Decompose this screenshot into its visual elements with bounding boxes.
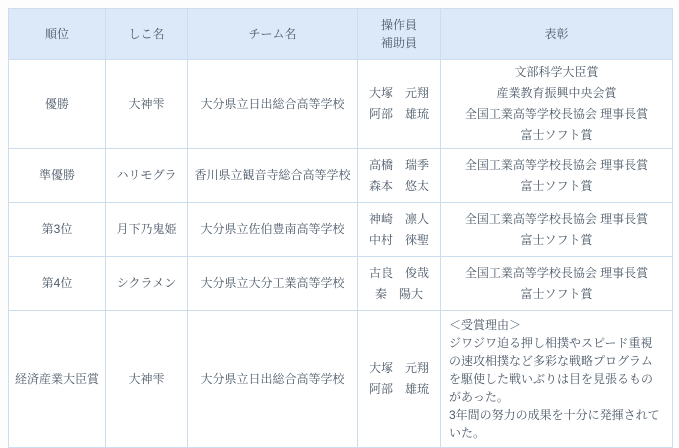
award-line: 3年間の努力の成果を十分に発揮されていた。	[449, 408, 660, 440]
operator-name: 神崎 凛人	[368, 211, 429, 226]
operators-cell	[358, 60, 441, 149]
operator-name: 大塚 元翔	[368, 86, 429, 100]
team-name-cell: 香川県立観音寺総合高等学校	[188, 149, 358, 203]
award-line: 富士ソフト賞	[520, 232, 593, 247]
operators-cell	[358, 203, 441, 257]
award-line: 富士ソフト賞	[520, 128, 593, 142]
shiko-name-cell: 月下乃鬼姫	[106, 203, 188, 257]
awards-cell	[441, 203, 673, 257]
results-table-header	[9, 9, 673, 60]
shiko-name-cell: ハリモグラ	[106, 149, 188, 203]
award-line: 全国工業高等学校長協会 理事長賞	[464, 157, 649, 172]
header-label-rank: 順位	[44, 27, 69, 41]
operator-name: 秦 陽大	[374, 286, 423, 301]
operators-cell	[358, 311, 441, 448]
table-row	[9, 149, 673, 203]
header-label-assistant: 補助員	[380, 36, 417, 50]
table-row	[9, 257, 673, 311]
header-cell-team-name	[188, 9, 358, 60]
header-row	[9, 9, 673, 60]
operator-name: 阿部 雄琉	[368, 107, 429, 121]
header-label-shiko-name: しこ名	[128, 27, 165, 41]
shiko-name-cell: 大神雫	[106, 60, 188, 149]
results-table-container	[8, 8, 673, 448]
operator-name: 古良 俊哉	[368, 265, 429, 280]
results-table-body	[9, 60, 673, 448]
award-line: ＜受賞理由＞	[449, 318, 522, 332]
team-name-cell: 大分県立日出総合高等学校	[188, 60, 358, 149]
operator-name: 阿部 雄琉	[368, 382, 429, 396]
awards-cell	[441, 60, 673, 149]
awards-cell	[441, 257, 673, 311]
rank-cell: 第3位	[9, 203, 106, 257]
shiko-name-cell: シクラメン	[106, 257, 188, 311]
table-row	[9, 311, 673, 448]
awards-cell	[441, 311, 673, 448]
award-line: 全国工業高等学校長協会 理事長賞	[464, 265, 649, 280]
operator-name: 高橋 瑞季	[368, 157, 429, 172]
rank-cell: 経済産業大臣賞	[9, 311, 106, 448]
team-name-cell: 大分県立日出総合高等学校	[188, 311, 358, 448]
operator-name: 中村 徠聖	[368, 232, 429, 247]
header-cell-operators	[358, 9, 441, 60]
team-name-cell: 大分県立大分工業高等学校	[188, 257, 358, 311]
table-row	[9, 203, 673, 257]
rank-cell: 準優勝	[9, 149, 106, 203]
operator-name: 森本 悠太	[368, 178, 429, 193]
header-label-team-name: チーム名	[248, 27, 297, 41]
header-label-operator: 操作員	[380, 18, 417, 32]
award-line: ジワジワ迫る押し相撲やスピード重視の速攻相撲など多彩な戦略プログラムを駆使した戦いぶりは目を見張るものがあった。	[449, 336, 654, 404]
shiko-name-cell: 大神雫	[106, 311, 188, 448]
award-line: 富士ソフト賞	[520, 286, 593, 301]
awards-cell	[441, 149, 673, 203]
award-line: 文部科学大臣賞	[514, 65, 599, 79]
header-cell-rank	[9, 9, 106, 60]
award-line: 全国工業高等学校長協会 理事長賞	[464, 107, 649, 121]
award-line: 富士ソフト賞	[520, 178, 593, 193]
results-table	[8, 8, 673, 448]
rank-cell: 優勝	[9, 60, 106, 149]
operators-cell	[358, 257, 441, 311]
header-cell-awards	[441, 9, 673, 60]
award-line: 産業教育振興中央会賞	[496, 86, 617, 100]
operator-name: 大塚 元翔	[368, 361, 429, 375]
team-name-cell: 大分県立佐伯豊南高等学校	[188, 203, 358, 257]
header-cell-shiko-name	[106, 9, 188, 60]
rank-cell: 第4位	[9, 257, 106, 311]
operators-cell	[358, 149, 441, 203]
award-line: 全国工業高等学校長協会 理事長賞	[464, 211, 649, 226]
header-label-awards: 表彰	[544, 27, 569, 41]
table-row	[9, 60, 673, 149]
